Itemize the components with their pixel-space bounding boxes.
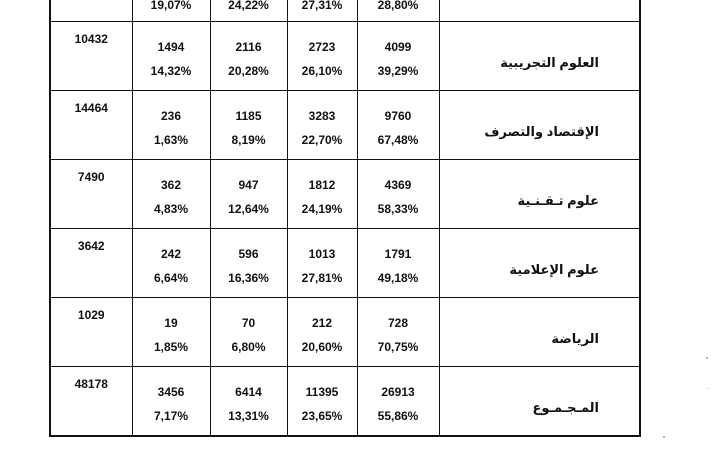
percent-value: 4,83% (153, 202, 189, 216)
value-cell (210, 298, 287, 367)
count-value: 362 (160, 178, 182, 192)
percent-value: 6,64% (153, 271, 189, 285)
statistics-table (49, 0, 641, 437)
value-cell (287, 0, 357, 22)
percent-value: 13,31% (228, 409, 269, 423)
value-cell (210, 91, 287, 160)
value-cell (132, 367, 210, 437)
percent-value: 55,86% (377, 409, 419, 423)
percent-value: 70,75% (377, 340, 419, 354)
scan-speck (663, 436, 665, 438)
row-label: علوم الإعلامية (439, 229, 640, 298)
row-label: الرياضة (439, 298, 640, 367)
value-cell (357, 22, 439, 91)
percent-value: 12,64% (228, 202, 269, 216)
value-cell (357, 91, 439, 160)
count-value: 3283 (308, 109, 336, 123)
percent-value: 39,29% (377, 64, 419, 78)
value-cell (132, 298, 210, 367)
count-value: 242 (160, 247, 182, 261)
percent-value: 19,07% (150, 0, 192, 12)
percent-value: 24,19% (301, 202, 343, 216)
percent-value: 8,19% (231, 133, 266, 147)
count-value: 212 (311, 316, 333, 330)
scan-speck (708, 388, 709, 389)
table-row (50, 298, 640, 367)
count-value: 596 (238, 247, 259, 261)
table-row (50, 229, 640, 298)
count-value: 2723 (308, 40, 336, 54)
value-cell (357, 367, 439, 437)
percent-value: 1,63% (153, 133, 189, 147)
count-value: 728 (387, 316, 409, 330)
value-cell (287, 22, 357, 91)
value-cell (132, 229, 210, 298)
percent-value: 23,65% (301, 409, 343, 423)
percent-value: 24,22% (228, 0, 269, 12)
total-cell: 3642 (50, 229, 132, 298)
row-label: العلوم التجريبية (439, 22, 640, 91)
percent-value: 20,60% (301, 340, 343, 354)
count-value: 9760 (384, 109, 412, 123)
value-cell (132, 22, 210, 91)
count-value: 1013 (308, 247, 336, 261)
total-row (50, 367, 640, 437)
value-cell (357, 298, 439, 367)
value-cell (357, 0, 439, 22)
value-cell (132, 160, 210, 229)
value-cell (132, 91, 210, 160)
total-cell: 14464 (50, 91, 132, 160)
count-value: 1494 (157, 40, 185, 54)
table-row (50, 91, 640, 160)
value-cell (287, 298, 357, 367)
count-value: 70 (241, 316, 256, 330)
value-cell (210, 367, 287, 437)
percent-value: 7,17% (153, 409, 189, 423)
table-row (50, 22, 640, 91)
count-value: 1185 (235, 109, 262, 123)
count-value: 6414 (235, 385, 262, 399)
value-cell (357, 229, 439, 298)
percent-value: 49,18% (377, 271, 419, 285)
percent-value: 67,48% (377, 133, 419, 147)
row-label: علوم تـقـنـية (439, 160, 640, 229)
value-cell (210, 22, 287, 91)
percent-value: 26,10% (301, 64, 343, 78)
grand-total-cell: 48178 (50, 367, 132, 437)
row-label: الإقتصاد والتصرف (439, 91, 640, 160)
row-label: المـجـمـوع (439, 367, 640, 437)
count-value: 1812 (308, 178, 336, 192)
total-cell: 7490 (50, 160, 132, 229)
table-row-partial (50, 0, 640, 22)
percent-value: 6,80% (231, 340, 266, 354)
table-row (50, 160, 640, 229)
value-cell (287, 91, 357, 160)
value-cell (357, 160, 439, 229)
count-value: 236 (160, 109, 182, 123)
row-label-cell (439, 0, 640, 22)
percent-value: 27,81% (301, 271, 343, 285)
count-value: 3456 (157, 385, 185, 399)
percent-value: 14,32% (150, 64, 192, 78)
percent-value: 27,31% (301, 0, 343, 12)
percent-value: 28,80% (377, 0, 419, 12)
count-value: 2116 (235, 40, 262, 54)
count-value: 947 (238, 178, 259, 192)
percent-value: 16,36% (228, 271, 269, 285)
value-cell (287, 229, 357, 298)
percent-value: 20,28% (228, 64, 269, 78)
value-cell (210, 229, 287, 298)
value-cell (210, 0, 287, 22)
total-cell (50, 0, 132, 22)
count-value: 1791 (384, 247, 412, 261)
count-value: 4369 (384, 178, 412, 192)
total-cell: 1029 (50, 298, 132, 367)
percent-value: 1,85% (153, 340, 189, 354)
value-cell (287, 367, 357, 437)
count-value: 19 (164, 316, 178, 330)
count-value: 11395 (305, 385, 339, 399)
count-value: 4099 (384, 40, 412, 54)
percent-value: 58,33% (377, 202, 419, 216)
value-cell (132, 0, 210, 22)
total-cell: 10432 (50, 22, 132, 91)
value-cell (210, 160, 287, 229)
scan-speck (706, 357, 708, 359)
percent-value: 22,70% (301, 133, 343, 147)
count-value: 26913 (381, 385, 415, 399)
value-cell (287, 160, 357, 229)
